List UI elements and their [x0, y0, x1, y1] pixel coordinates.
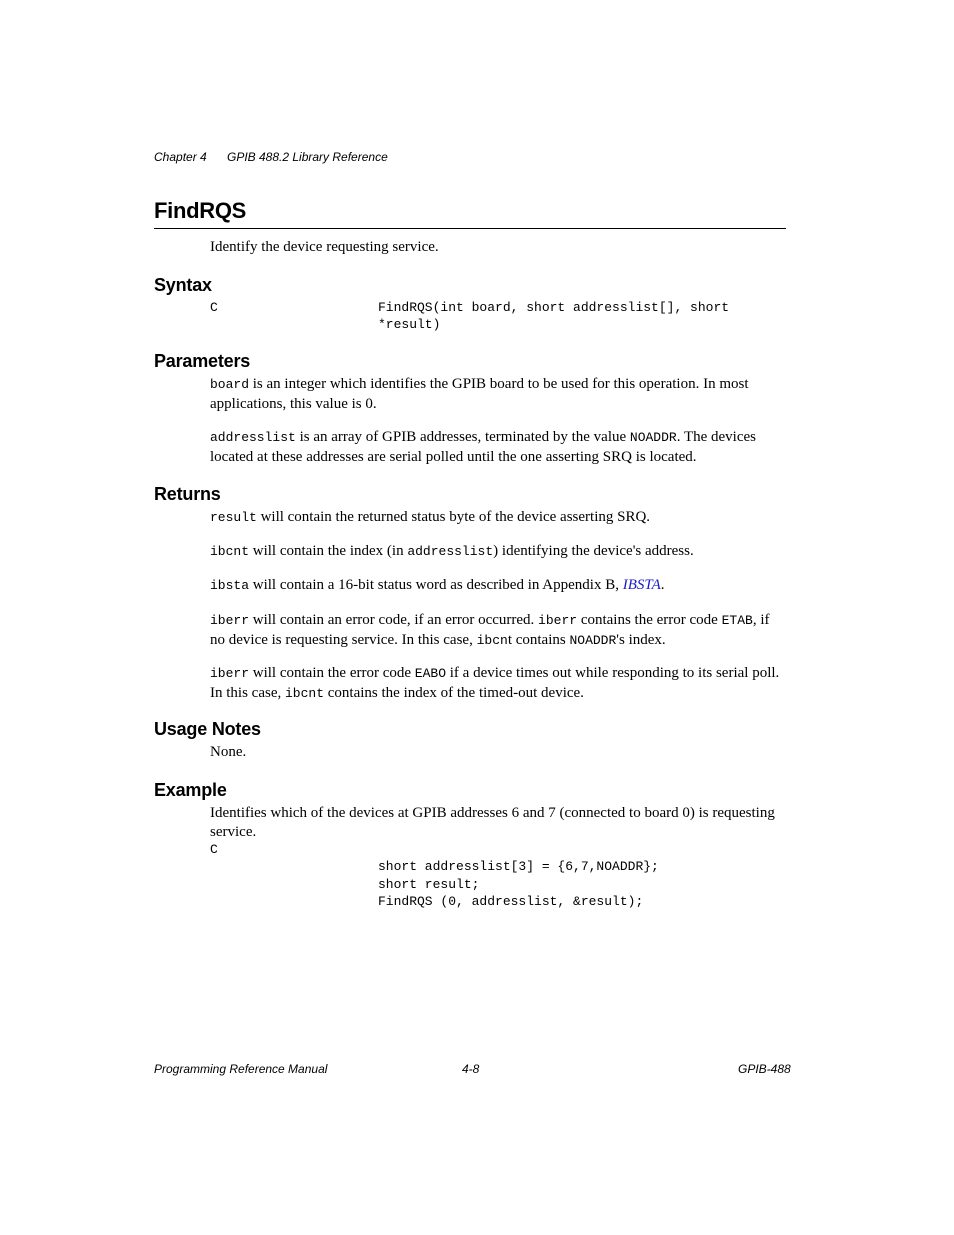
example-code-line-3: FindRQS (0, addresslist, &result); — [378, 894, 644, 909]
parameters-heading: Parameters — [154, 351, 251, 371]
parameter-addresslist: addresslist is an array of GPIB addresses, terminated by the value NOADDR. The devices located at these addresses are serial polled until the one asserting SRQ is located. — [210, 429, 756, 465]
return-iberr-eabo: iberr will contain the error code EABO if a device times out while responding to its serial poll. In this case, ibcnt contains the index of the timed-out device. — [210, 665, 780, 701]
example-code-line-2: short result; — [378, 877, 480, 892]
intro-text: Identify the device requesting service. — [210, 239, 439, 255]
footer-manual-title: Programming Reference Manual — [154, 1062, 328, 1076]
return-iberr-etab: iberr will contain an error code, if an error occurred. iberr contains the error code ETAB, if no device is requesting service. In this case, ibcnt contains NOADDR's index. — [210, 612, 770, 648]
code-addresslist: addresslist — [210, 430, 296, 445]
syntax-heading: Syntax — [154, 275, 212, 295]
return-result: result will contain the returned status byte of the device asserting SRQ. — [210, 509, 651, 525]
syntax-code-line-1: FindRQS(int board, short addresslist[], short — [378, 300, 730, 315]
ibsta-link[interactable]: IBSTA — [622, 577, 661, 593]
title-rule — [154, 228, 786, 229]
footer-page-number: 4-8 — [462, 1062, 480, 1076]
example-language: C — [210, 842, 218, 857]
running-header-chapter: Chapter 4 — [154, 150, 207, 164]
returns-heading: Returns — [154, 484, 221, 504]
footer-product: GPIB-488 — [738, 1062, 791, 1076]
usage-notes-heading: Usage Notes — [154, 719, 261, 739]
return-ibcnt: ibcnt will contain the index (in addresslist) identifying the device's address. — [210, 543, 694, 559]
return-ibsta: ibsta will contain a 16-bit status word as described in Appendix B, IBSTA. — [210, 577, 665, 593]
example-heading: Example — [154, 780, 227, 800]
example-text: Identifies which of the devices at GPIB addresses 6 and 7 (connected to board 0) is requesting service. — [210, 805, 775, 840]
code-board: board — [210, 377, 250, 392]
code-noaddr: NOADDR — [629, 430, 677, 445]
syntax-code-line-2: *result) — [378, 317, 441, 332]
running-header-section: GPIB 488.2 Library Reference — [227, 150, 388, 164]
syntax-language: C — [210, 300, 218, 315]
page-title: FindRQS — [154, 198, 247, 223]
usage-notes-text: None. — [210, 744, 247, 760]
example-code-line-1: short addresslist[3] = {6,7,NOADDR}; — [378, 859, 659, 874]
parameter-board: board is an integer which identifies the GPIB board to be used for this operation. In most applications, this value is 0. — [210, 376, 749, 412]
